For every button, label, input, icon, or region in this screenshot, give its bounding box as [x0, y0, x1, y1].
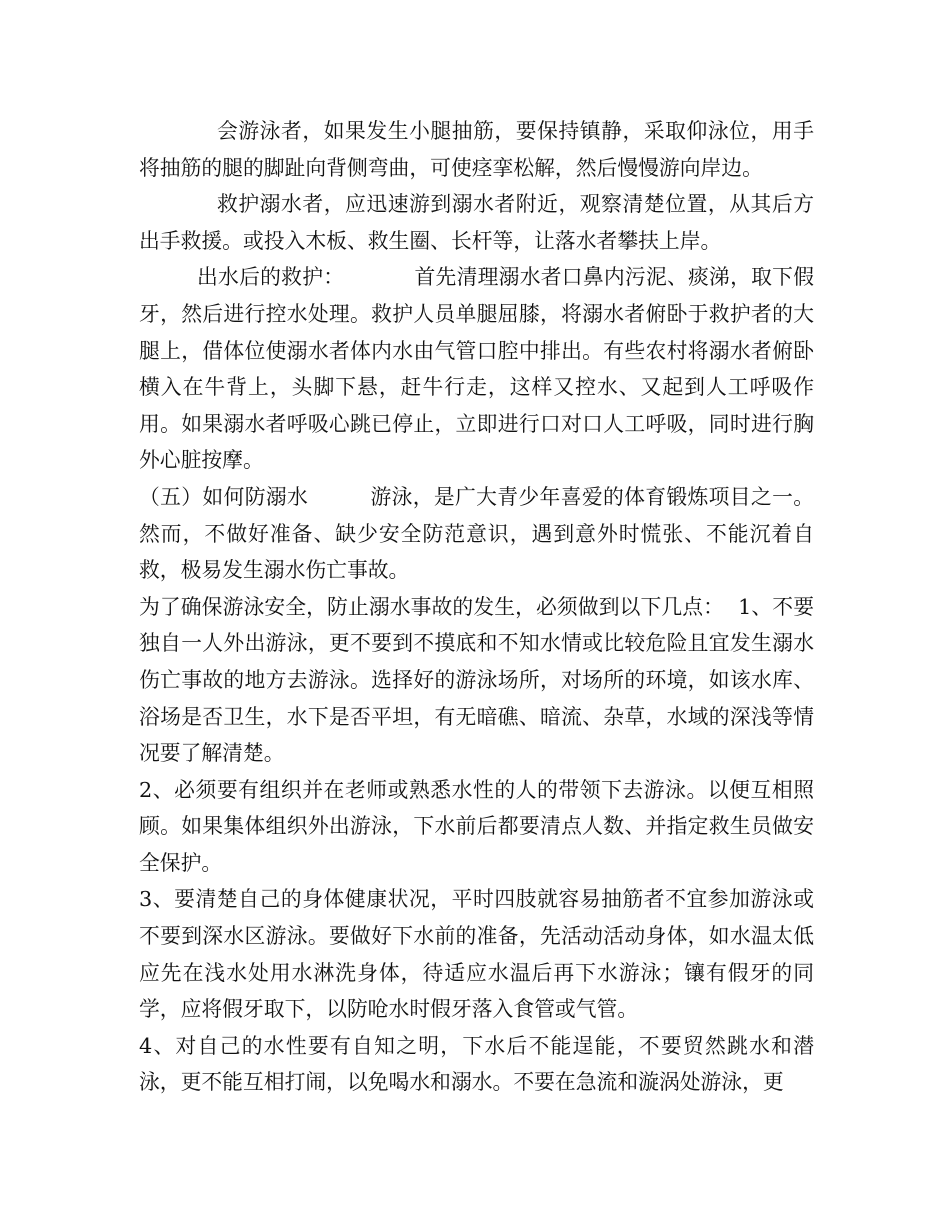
paragraph-text: 4、对自己的水性要有自知之明，下水后不能逞能，不要贸然跳水和潜泳，更不能互相打闹，以免喝水和溺水。不要在急流和漩涡处游泳，更 [139, 1033, 814, 1095]
paragraph-safety-rule-1 [139, 589, 814, 772]
paragraph-text: 2、必须要有组织并在老师或熟悉水性的人的带领下去游泳。以便互相照顾。如果集体组织外出游泳，下水前后都要清点人数、并指定救生员做安全保护。 [139, 777, 814, 875]
paragraph-text: 首先清理溺水者口鼻内污泥、痰涕，取下假牙，然后进行控水处理。救护人员单腿屈膝，将溺水者俯卧于救护者的大腿上，借体位使溺水者体内水由气管口腔中排出。有些农村将溺水者俯卧横入在牛背上，头脚下悬，赶牛行走，这样又控水、又起到人工呼吸作用。如果溺水者呼吸心跳已停止，立即进行口对口人工呼吸，同时进行胸外心脏按摩。 [139, 265, 815, 473]
paragraph-prevent-drowning [139, 479, 814, 589]
paragraph-text: 会游泳者，如果发生小腿抽筋，要保持镇静，采取仰泳位，用手将抽筋的腿的脚趾向背侧弯曲，可使痉挛松解，然后慢慢游向岸边。 [139, 119, 814, 180]
paragraph-text: 救护溺水者，应迅速游到溺水者附近，观察清楚位置，从其后方出手救援。或投入木板、救生圈、长杆等，让落水者攀扶上岸。 [139, 192, 814, 253]
paragraph-cramp-self-rescue [139, 113, 814, 186]
document-body [139, 113, 814, 1101]
paragraph-heading: 出水后的救护： [197, 265, 345, 290]
paragraph-lead: 为了确保游泳安全，防止溺水事故的发生，必须做到以下几点： [139, 594, 725, 619]
paragraph-text: 1、不要独自一人外出游泳，更不要到不摸底和不知水情或比较危险且宜发生溺水伤亡事故的地方去游泳。选择好的游泳场所，对场所的环境，如该水库、浴场是否卫生，水下是否平坦，有无暗礁、暗流、杂草，水域的深浅等情况要了解清楚。 [139, 594, 814, 766]
paragraph-text: 游泳，是广大青少年喜爱的体育锻炼项目之一。然而，不做好准备、缺少安全防范意识，遇到意外时慌张、不能沉着自救，极易发生溺水伤亡事故。 [139, 484, 815, 583]
paragraph-safety-rule-3 [139, 881, 814, 1027]
paragraph-after-water-rescue [139, 259, 814, 479]
paragraph-safety-rule-2 [139, 772, 814, 882]
section-heading: （五）如何防溺水 [139, 484, 309, 509]
paragraph-text: 3、要清楚自己的身体健康状况，平时四肢就容易抽筋者不宜参加游泳或不要到深水区游泳。要做好下水前的准备，先活动活动身体，如水温太低应先在浅水处用水淋洗身体，待适应水温后再下水游泳；镶有假牙的同学，应将假牙取下，以防呛水时假牙落入食管或气管。 [139, 887, 814, 1022]
paragraph-rescue-drowning [139, 186, 814, 259]
paragraph-safety-rule-4 [139, 1028, 814, 1101]
